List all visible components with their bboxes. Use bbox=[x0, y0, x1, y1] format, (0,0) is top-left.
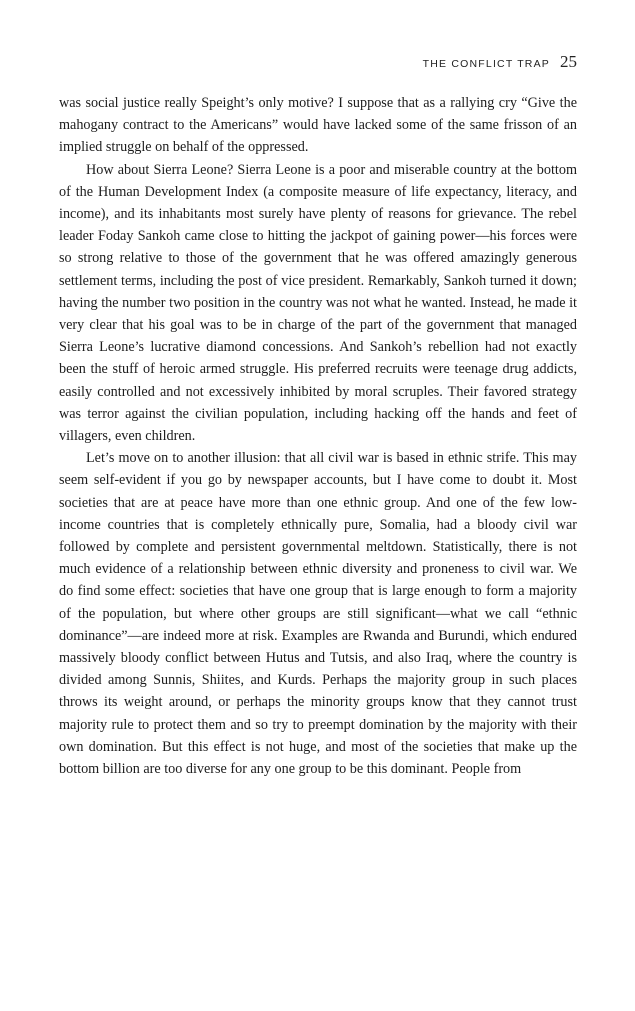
paragraph-ethnic-strife: Let’s move on to another illusion: that all civil war is based in ethnic strife. This may seem self-evident if you go by newspaper accounts, but I have come to doubt it. Most societies that are at peace have more than one ethnic group. And one of the few low-income countries that is completely ethnically pure, Somalia, had a bloody civil war followed by complete and persistent governmental meltdown. Statistically, there is not much evidence of a relationship between ethnic diversity and proneness to civil war. We do find some effect: societies that have one group that is large enough to form a majority of the population, but where other groups are still significant—what we call “ethnic dominance”—are indeed more at risk. Examples are Rwanda and Burundi, which endured massively bloody conflict between Hutus and Tutsis, and also Iraq, where the country is divided among Sunnis, Shiites, and Kurds. Perhaps the majority group in such places throws its weight around, or perhaps the minority groups know that they cannot trust majority rule to protect them and so try to preempt domination by the majority with their own domination. But this effect is not huge, and most of the societies that make up the bottom billion are too diverse for any one group to be this dominant. People from bbox=[59, 450, 577, 778]
body-text bbox=[59, 92, 577, 780]
paragraph-continued: was social justice really Speight’s only motive? I suppose that as a rallying cry “Give the mahogany contract to the Americans” would have lacked some of the same frisson of an implied struggle on behalf of the oppressed. bbox=[59, 95, 577, 156]
running-title: THE CONFLICT TRAP bbox=[422, 58, 550, 70]
paragraph-sierra-leone: How about Sierra Leone? Sierra Leone is a poor and miserable country at the bottom of the Human Development Index (a composite measure of life expectancy, literacy, and income), and its inhabitants most surely have plenty of reasons for grievance. The rebel leader Foday Sankoh came close to hitting the jackpot of gaining power—his forces were so strong relative to those of the government that he was offered amazingly generous settlement terms, including the post of vice president. Remarkably, Sankoh turned it down; having the number two position in the country was not what he wanted. Instead, he made it very clear that his goal was to be in charge of the part of the government that managed Sierra Leone’s lucrative diamond concessions. And Sankoh’s rebellion had not exactly been the stuff of heroic armed struggle. His preferred recruits were teenage drug addicts, easily controlled and not excessively inhibited by moral scruples. Their favored strategy was terror against the civilian population, including hacking off the hands and feet of villagers, even children. bbox=[59, 161, 577, 445]
running-head bbox=[423, 52, 577, 72]
page-number: 25 bbox=[560, 52, 577, 71]
